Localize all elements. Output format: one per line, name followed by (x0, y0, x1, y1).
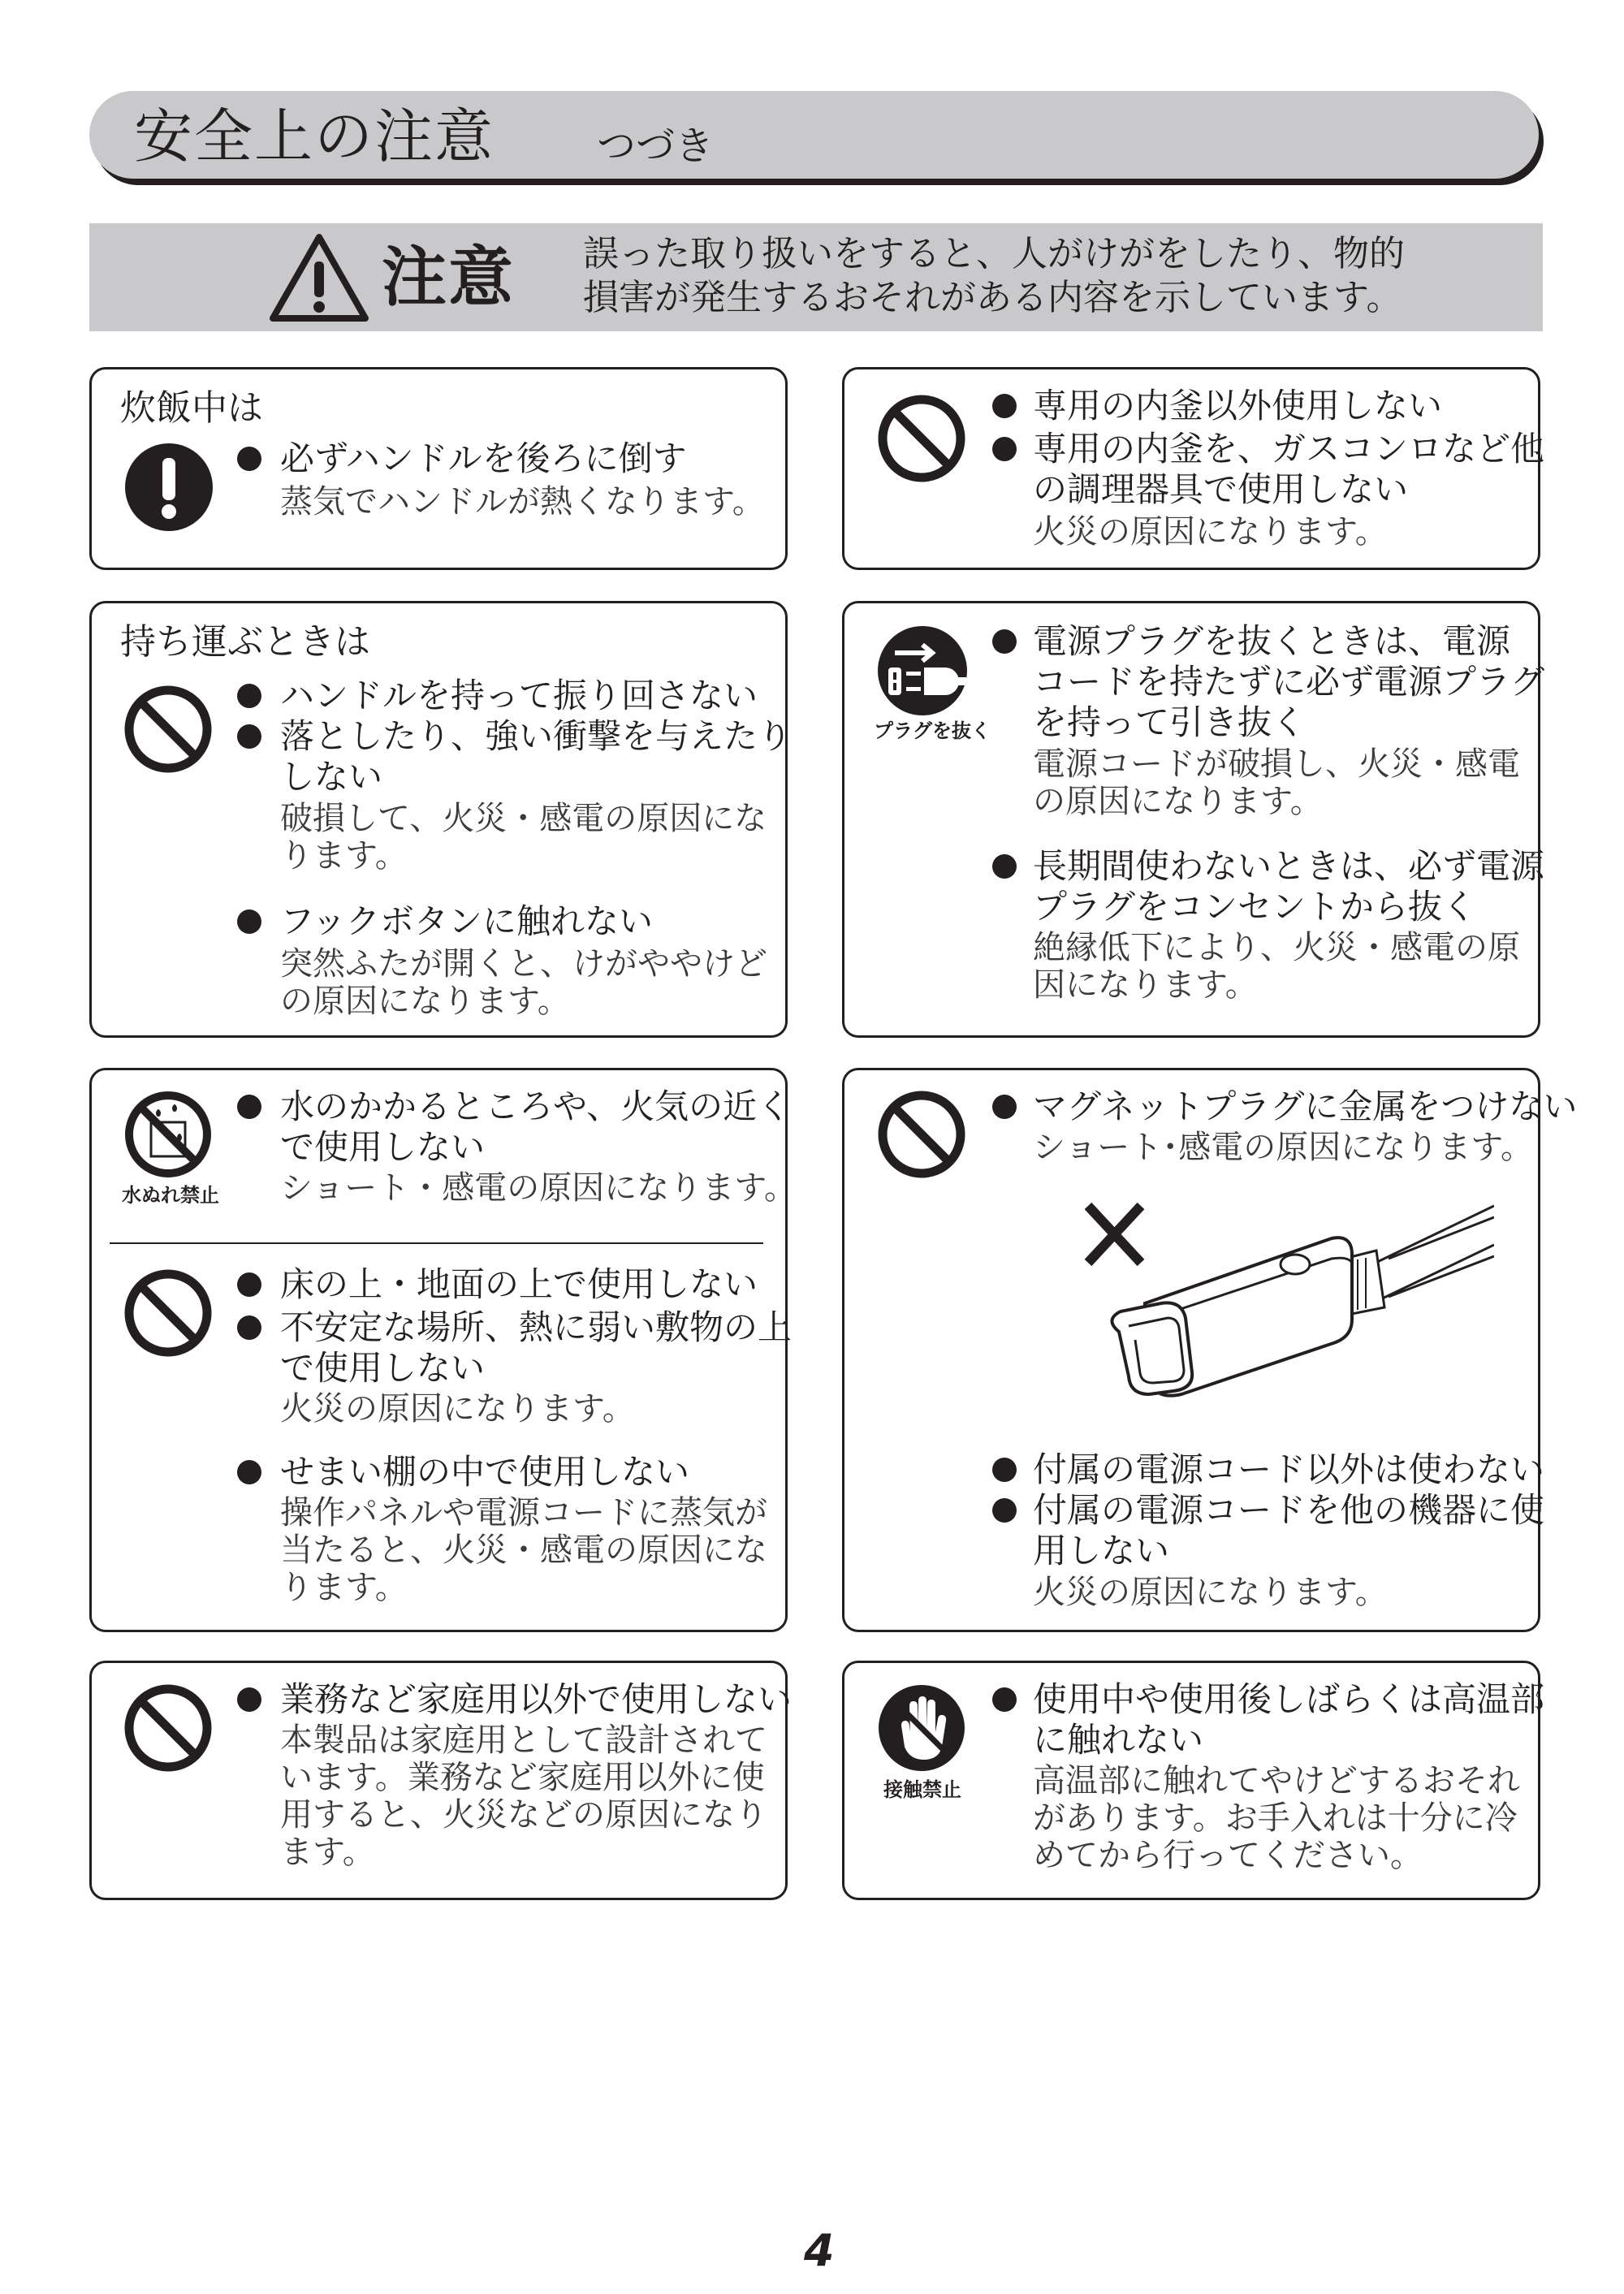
warning-triangle-icon (268, 232, 370, 323)
instruction-note: の原因になります。 (1033, 783, 1323, 820)
instruction-note: 本製品は家庭用として設計されて (280, 1722, 767, 1759)
instruction-item: プラグをコンセントから抜く (1033, 887, 1477, 927)
bullet-dot (237, 909, 261, 934)
instruction-item: 専用の内釜を、ガスコンロなど他 (1033, 429, 1545, 469)
bullet-dot (992, 854, 1017, 879)
bullet-dot (237, 1460, 261, 1484)
prohibited-icon (123, 685, 213, 774)
instruction-item: 業務など家庭用以外で使用しない (280, 1679, 793, 1719)
instruction-item: 付属の電源コードを他の機器に使 (1033, 1490, 1545, 1530)
instruction-note: ります。 (280, 1569, 408, 1606)
instruction-item: 電源プラグを抜くときは、電源 (1033, 621, 1511, 661)
bullet-dot (992, 1687, 1017, 1712)
bullet-dot (237, 447, 261, 471)
bullet-dot (992, 629, 1017, 654)
caution-description (583, 232, 1517, 320)
instruction-item: 専用の内釜以外使用しない (1033, 386, 1443, 426)
instruction-item: 水のかかるところや、火気の近く (280, 1087, 792, 1126)
instruction-item: に触れない (1033, 1720, 1204, 1760)
unplug-icon (877, 625, 968, 716)
bullet-dot (992, 394, 1017, 418)
bullet-dot (992, 1458, 1017, 1482)
caution-line: 誤った取り扱いをすると、人がけがをしたり、物的 (583, 233, 1405, 274)
instruction-note: 電源コードが破損し、火災・感電 (1033, 745, 1520, 783)
instruction-note: ショート･感電の原因になります。 (1033, 1129, 1533, 1166)
caution-line: 損害が発生するおそれがある内容を示しています。 (583, 277, 1402, 318)
instruction-note: 当たると、火災・感電の原因にな (280, 1531, 767, 1569)
instruction-item: 落としたり、強い衝撃を与えたり (280, 716, 793, 756)
instruction-item: コードを持たずに必ず電源プラグ (1033, 662, 1545, 702)
instruction-item: 床の上・地面の上で使用しない (280, 1264, 758, 1304)
page-title: 安全上の注意 (134, 102, 495, 171)
icon-caption: 水ぬれ禁止 (122, 1184, 219, 1207)
instruction-note: めてから行ってください。 (1033, 1837, 1423, 1874)
prohibited-icon (877, 1090, 966, 1179)
instruction-note: の原因になります。 (280, 983, 570, 1020)
instruction-note: 火災の原因になります。 (1033, 513, 1388, 551)
instruction-item: 長期間使わないときは、必ず電源 (1033, 846, 1545, 886)
instruction-item: せまい棚の中で使用しない (280, 1452, 690, 1492)
instruction-note: があります。お手入れは十分に冷 (1033, 1799, 1518, 1837)
instruction-note: 火災の原因になります。 (1033, 1574, 1388, 1611)
box-label: 持ち運ぶときは (120, 621, 370, 663)
box-divider (110, 1242, 763, 1244)
box-label: 炊飯中は (120, 387, 263, 429)
bullet-dot (237, 724, 261, 749)
instruction-item: で使用しない (280, 1127, 486, 1167)
bullet-dot (992, 1095, 1017, 1119)
instruction-note: 操作パネルや電源コードに蒸気が (280, 1494, 767, 1531)
instruction-note: 用すると、火災などの原因になり (280, 1796, 767, 1834)
instruction-item: ハンドルを持って振り回さない (280, 676, 758, 715)
bullet-dot (237, 1272, 261, 1297)
instruction-item: フックボタンに触れない (280, 901, 654, 941)
instruction-item: マグネットプラグに金属をつけない (1033, 1087, 1578, 1126)
instruction-item: 用しない (1033, 1531, 1170, 1570)
bullet-dot (237, 1687, 261, 1712)
instruction-item: で使用しない (280, 1348, 486, 1388)
caution-word: 注意 (382, 240, 515, 315)
no-water-icon (123, 1090, 213, 1179)
bullet-dot (237, 1315, 261, 1340)
instruction-note: 火災の原因になります。 (280, 1390, 635, 1428)
instruction-note: 破損して、火災・感電の原因にな (280, 800, 767, 837)
no-touch-icon (877, 1683, 966, 1773)
instruction-note: ショート・感電の原因になります。 (280, 1169, 797, 1207)
instruction-note: います。業務など家庭用以外に使 (280, 1759, 765, 1796)
instruction-note: 突然ふたが開くと、けがややけど (280, 945, 767, 983)
bullet-dot (237, 684, 261, 708)
bullet-dot (237, 1095, 261, 1119)
prohibited-icon (877, 394, 966, 483)
instruction-note: 因になります。 (1033, 966, 1258, 1004)
instruction-item: しない (280, 757, 383, 797)
instruction-note: 絶縁低下により、火災・感電の原 (1033, 929, 1520, 966)
instruction-item: の調理器具で使用しない (1033, 469, 1409, 509)
magnet-plug-illustration (1072, 1182, 1494, 1417)
page-number: 4 (804, 2225, 835, 2276)
instruction-note: 高温部に触れてやけどするおそれ (1033, 1762, 1520, 1799)
instruction-note: 蒸気でハンドルが熱くなります。 (280, 483, 765, 521)
instruction-note: ます。 (280, 1834, 375, 1871)
page-subtitle: つづき (597, 123, 715, 169)
bullet-dot (992, 437, 1017, 461)
instruction-item: 不安定な場所、熱に弱い敷物の上 (280, 1307, 793, 1347)
instruction-note: ります。 (280, 837, 408, 875)
icon-caption: プラグを抜く (874, 719, 991, 742)
prohibited-icon (123, 1683, 213, 1773)
mandatory-action-icon (123, 442, 214, 533)
bullet-dot (992, 1498, 1017, 1523)
instruction-item: 使用中や使用後しばらくは高温部 (1033, 1679, 1545, 1719)
prohibited-icon (123, 1268, 213, 1358)
instruction-item: 付属の電源コード以外は使わない (1033, 1449, 1545, 1489)
instruction-item: 必ずハンドルを後ろに倒す (280, 438, 687, 478)
instruction-item: を持って引き抜く (1033, 702, 1307, 742)
icon-caption: 接触禁止 (883, 1778, 961, 1801)
